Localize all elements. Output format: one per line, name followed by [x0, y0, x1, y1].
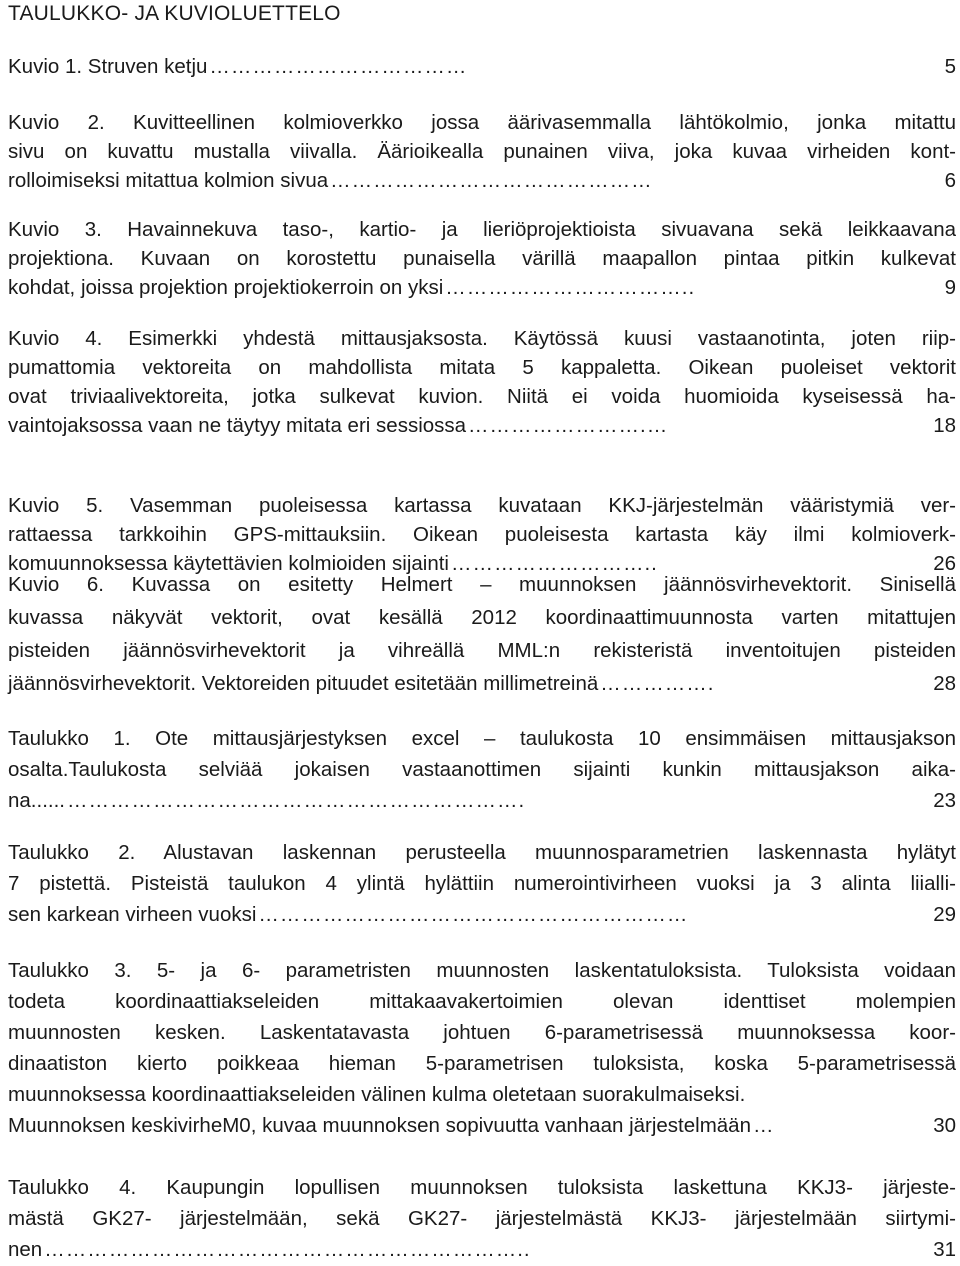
page-number: 29 [933, 903, 956, 926]
toc-entry-last-line [8, 667, 956, 700]
toc-entry-text: 7 pistettä. Pisteistä taulukon 4 ylintä hylättiin numerointivirheen vuoksi ja 3 alinta liialli- [8, 872, 956, 895]
toc-entry-text: pisteiden jäännösvirhevektorit ja vihreällä MML:n rekisteristä inventoitujen pisteiden [8, 639, 956, 662]
toc-entry-line [8, 837, 956, 868]
toc-entry-line [8, 634, 956, 667]
toc-entry-text: jäännösvirhevektorit. Vektoreiden pituudet esitetään millimetreinä [8, 672, 599, 695]
toc-entry-line [8, 868, 956, 899]
dot-leader: ………………………………………………………….. [44, 1238, 531, 1261]
page-number: 6 [944, 169, 956, 192]
toc-entry-text: ovat triviaalivektoreita, jotka sulkevat kuvion. Niitä ei voida huomioida kyseisessä ha- [8, 385, 956, 408]
dot-leader: ……………………….. [450, 552, 658, 575]
toc-entry-text: Taulukko 2. Alustavan laskennan perusteella muunnosparametrien laskennasta hylätyt [8, 841, 956, 864]
toc-entry-kuvio-5[interactable] [8, 491, 956, 578]
toc-entry-text: rattaessa tarkkoihin GPS-mittauksiin. Oikean puoleisesta kartasta käy ilmi kolmioverk- [8, 523, 956, 546]
toc-entry-line [8, 108, 956, 137]
dot-leader: …………………………….. [445, 276, 696, 299]
toc-entry-line [8, 520, 956, 549]
toc-entry-line [8, 491, 956, 520]
toc-entry-text: nen [8, 1238, 43, 1261]
dot-leader: ……………. [600, 672, 715, 695]
toc-entry-line [8, 1079, 956, 1110]
toc-entry-line [8, 137, 956, 166]
toc-entry-text: Taulukko 3. 5- ja 6- parametristen muunnosten laskentatuloksista. Tuloksista voidaan [8, 959, 956, 982]
toc-entry-text: Kuvio 1. Struven ketju [8, 55, 208, 78]
toc-entry-line [8, 1172, 956, 1203]
toc-entry-last-line [8, 785, 956, 816]
dot-leader: ………………………………………………………. [66, 789, 526, 812]
toc-entry-taulukko-1[interactable] [8, 723, 956, 816]
dot-leader: … [753, 1114, 775, 1137]
toc-entry-text: Kuvio 3. Havainnekuva taso-, kartio- ja lieriöprojektioista sivuavana sekä leikkaavana [8, 218, 956, 241]
toc-entry-last-line [8, 1110, 956, 1141]
toc-entry-text: kohdat, joissa projektion projektiokerroin on yksi [8, 276, 444, 299]
toc-entry-last-line [8, 273, 956, 302]
toc-entry-line [8, 353, 956, 382]
toc-entry-text: rolloimiseksi mitattua kolmion sivua [8, 169, 329, 192]
toc-entry-taulukko-4[interactable] [8, 1172, 956, 1265]
toc-entry-text: Taulukko 4. Kaupungin lopullisen muunnoksen tuloksista laskettuna KKJ3- järjeste- [8, 1176, 956, 1199]
toc-entry-line [8, 244, 956, 273]
toc-entry-line [8, 1048, 956, 1079]
page-number: 5 [944, 55, 956, 78]
dot-leader: ……………………………………… [330, 169, 653, 192]
toc-entry-line [8, 986, 956, 1017]
toc-entry-text: pumattomia vektoreita on mahdollista mitata 5 kappaletta. Oikean puoleiset vektorit [8, 356, 956, 379]
toc-entry-line [8, 1203, 956, 1234]
toc-entry-text: komuunnoksessa käytettävien kolmioiden sijainti [8, 552, 449, 575]
toc-entry-text: na...... [8, 789, 65, 812]
dot-leader: ……………………………… [209, 55, 468, 78]
toc-entry-kuvio-2[interactable] [8, 108, 956, 195]
toc-entry-line [8, 324, 956, 353]
toc-entry-line [8, 723, 956, 754]
toc-entry-last-line [8, 1234, 956, 1265]
toc-entry-text: Kuvio 2. Kuvitteellinen kolmioverkko jossa äärivasemmalla lähtökolmio, jonka mitattu [8, 111, 956, 134]
toc-entry-text: kuvassa näkyvät vektorit, ovat kesällä 2012 koordinaattimuunnosta varten mitattujen [8, 606, 956, 629]
toc-entry-text: Kuvio 6. Kuvassa on esitetty Helmert – muunnoksen jäännösvirhevektorit. Sinisellä [8, 573, 956, 596]
toc-entry-kuvio-1[interactable] [8, 52, 956, 81]
toc-entry-kuvio-4[interactable] [8, 324, 956, 440]
toc-entry-text: Kuvio 5. Vasemman puoleisessa kartassa kuvataan KKJ-järjestelmän vääristymiä ver- [8, 494, 956, 517]
toc-entry-kuvio-3[interactable] [8, 215, 956, 302]
toc-entry-text: muunnoksessa koordinaattiakseleiden välinen kulma oletetaan suorakulmaiseksi. [8, 1083, 746, 1106]
page-number: 30 [933, 1114, 956, 1137]
toc-entry-text: dinaatiston kierto poikkeaa hieman 5-parametrisen tuloksista, koska 5-parametrisessä [8, 1052, 956, 1075]
page-number: 31 [933, 1238, 956, 1261]
toc-entry-last-line [8, 411, 956, 440]
toc-entry-line [8, 955, 956, 986]
toc-entry-line [8, 215, 956, 244]
toc-entry-line [8, 568, 956, 601]
toc-entry-text: muunnosten kesken. Laskentatavasta johtuen 6-parametrisessä muunnoksessa koor- [8, 1021, 956, 1044]
toc-entry-line [8, 382, 956, 411]
toc-entry-text: Kuvio 4. Esimerkki yhdestä mittausjaksosta. Käytössä kuusi vastaanotinta, joten riip- [8, 327, 956, 350]
toc-entry-text: Muunnoksen keskivirheM0, kuvaa muunnoksen sopivuutta vanhaan järjestelmään [8, 1114, 751, 1137]
page-number: 28 [933, 672, 956, 695]
toc-entry-text: osalta.Taulukosta selviää jokaisen vastaanottimen sijainti kunkin mittausjakson aika- [8, 758, 956, 781]
toc-entry-last-line [8, 52, 956, 81]
toc-entry-taulukko-3[interactable] [8, 955, 956, 1141]
toc-entry-text: vaintojaksossa vaan ne täytyy mitata eri sessiossa [8, 414, 467, 437]
page-number: 23 [933, 789, 956, 812]
dot-leader: …………………….… [468, 414, 669, 437]
page-number: 26 [933, 552, 956, 575]
toc-entry-last-line [8, 899, 956, 930]
toc-entry-kuvio-6[interactable] [8, 568, 956, 700]
toc-entry-text: Taulukko 1. Ote mittausjärjestyksen excel – taulukosta 10 ensimmäisen mittausjakson [8, 727, 956, 750]
toc-entry-text: mästä GK27- järjestelmään, sekä GK27- järjestelmästä KKJ3- järjestelmään siirtymi- [8, 1207, 956, 1230]
dot-leader: …………………………………………………… [258, 903, 689, 926]
page-number: 18 [933, 414, 956, 437]
toc-entry-line [8, 601, 956, 634]
toc-entry-last-line [8, 166, 956, 195]
toc-entry-text: todeta koordinaattiakseleiden mittakaavakertoimien olevan identtiset molempien [8, 990, 956, 1013]
toc-entry-line [8, 1017, 956, 1048]
page-number: 9 [944, 276, 956, 299]
toc-entry-text: sivu on kuvattu mustalla viivalla. Äärioikealla punainen viiva, joka kuvaa virheiden kont- [8, 140, 956, 163]
toc-entry-line [8, 754, 956, 785]
toc-entry-text: projektiona. Kuvaan on korostettu punaisella värillä maapallon pintaa pitkin kulkevat [8, 247, 956, 270]
toc-entry-taulukko-2[interactable] [8, 837, 956, 930]
toc-entry-text: sen karkean virheen vuoksi [8, 903, 257, 926]
page-title: TAULUKKO- JA KUVIOLUETTELO [8, 2, 341, 25]
